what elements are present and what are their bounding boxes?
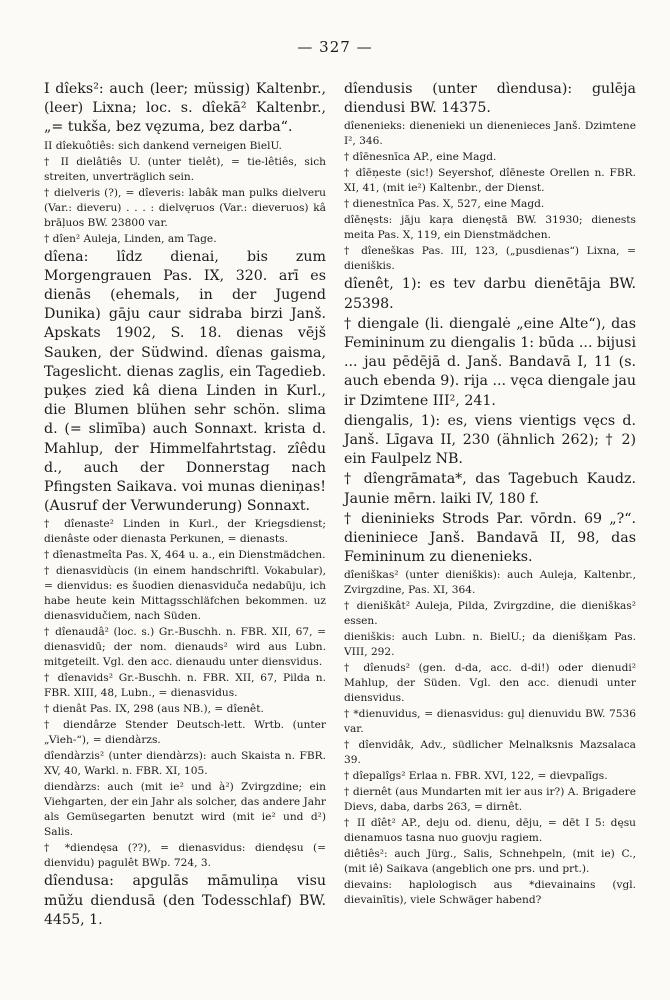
left-column xyxy=(44,80,326,931)
columns xyxy=(44,80,636,931)
dictionary-entry: † dîenavids² Gr.-Buschh. n. FBR. XII, 67, Pilda n. FBR. XIII, 48, Lubn., = dienasvidus. xyxy=(44,672,326,700)
dictionary-entry: † dienât Pas. IX, 298 (aus NB.), = dîenêt. xyxy=(44,703,264,716)
dictionary-entry: dîeniškas² (unter dieniškis): auch Auleja, Kaltenbr., Zvirgzdine, Pas. XI, 364. xyxy=(344,569,636,597)
dictionary-entry: † *diendęsa (??), = dienasvidus: diendęsu (= dienvidu) pagulêt BWp. 724, 3. xyxy=(44,842,326,870)
dictionary-entry: † dîenaudâ² (loc. s.) Gr.-Buschh. n. FBR. XII, 67, = dienasvidū; der nom. dienauds² wird aus Lubn. mitgeteilt. Vgl. den acc. dienaudu unter diensvidus. xyxy=(44,626,326,669)
dictionary-entry: † dîeneškas Pas. III, 123, („pusdienas“) Lixna, = dieniškis. xyxy=(344,245,636,273)
dictionary-entry: † dîepalîgs² Erlaa n. FBR. XVI, 122, = dievpalīgs. xyxy=(344,770,608,783)
dictionary-entry: † dîenaste² Linden in Kurl., der Kriegsdienst; dienâste oder dienasta Perkunen, = dienasts. xyxy=(44,518,326,546)
dictionary-entry: dîenêt, 1): es tev darbu dienētāja BW. 25398. xyxy=(344,276,636,312)
dictionary-entry: † dîengrāmata*, das Tagebuch Kaudz. Jaunie mērn. laiki IV, 180 f. xyxy=(344,471,636,507)
page-number: — 327 — xyxy=(297,38,373,56)
dictionary-entry: dîenenieks: dienenieki un dienenieces Janš. Dzimtene I², 346. xyxy=(344,120,636,148)
dictionary-entry: dîendusa: apgulās māmuliņa visu mūžu diendusā (den Todesschlaf) BW. 4455, 1. xyxy=(44,873,326,928)
dictionary-entry: † dîenuds² (gen. d-da, acc. d-di!) oder dienudi² Mahlup, der Süden. Vgl. den acc. dienudi unter diensvidus. xyxy=(344,662,636,705)
dictionary-entry: † *dienuvidus, = dienasvidus: guļ dienuvidu BW. 7536 var. xyxy=(344,708,636,736)
dictionary-entry: † dîenastmeîta Pas. X, 464 u. a., ein Dienstmädchen. xyxy=(44,549,326,562)
dictionary-entry: diengalis, 1): es, viens vientigs vęcs d. Janš. Līgava II, 230 (ähnlich 262); † 2) ein Faulpelz NB. xyxy=(344,412,636,468)
dictionary-entry: dîena: lîdz dienai, bis zum Morgengrauen Pas. IX, 320. arī es dienās (ehemals, in der Jugend Dunika) gāju caur sidraba birzi Janš. Apskats 1902, S. 18. dienas vējš Sauken, der Südwind. dîenas gaisma, Tageslicht. dienas zaglis, ein Tagedieb. puķes zied kâ diena Linden in Kurl., die Blumen blühen sehr schön. slima d. (= slimība) auch Sonnaxt. krista d. Mahlup, der Himmelfahrtstag. zîêdu d., auch der Donnerstag nach Pfingsten Saikava. voi munas dieniņas! (Ausruf der Verwunderung) Sonnaxt. xyxy=(44,248,326,515)
dictionary-entry: † dîenvidâk, Adv., südlicher Melnalksnis Mazsalaca 39. xyxy=(344,739,636,767)
dictionary-entry: diendàrzs: auch (mit ie² und à²) Zvirgzdine; ein Viehgarten, der ein Jahr als solcher, das andere Jahr als Gemüsegarten benutzt wird (mit ie² und d²) Salis. xyxy=(44,781,326,839)
dictionary-entry: † dienestnīca Pas. X, 527, eine Magd. xyxy=(344,198,545,211)
dictionary-entry: † dieniškât² Auleja, Pilda, Zvirgzdine, die dieniškas² essen. xyxy=(344,600,636,628)
dictionary-entry: dîendusis (unter dìendusa): gulēja diendusi BW. 14375. xyxy=(344,81,636,117)
dictionary-entry: dîēnęsts: jāju kaŗa dienęstā BW. 31930; dienests meita Pas. X, 119, ein Dienstmädchen. xyxy=(344,214,636,242)
dictionary-entry: I dîeks²: auch (leer; müssig) Kaltenbr., (leer) Lixna; loc. s. dîekā² Kaltenbr., „= tukša, bez vęzuma, bez darba“. xyxy=(44,81,326,136)
dictionary-entry: † dielveris (?), = dîeveris: labâk man pulks dielveru (Var.: dieveru) . . . : dielvęruos (Var.: dieveruos) kâ brāļuos BW. 23800 var. xyxy=(44,186,326,229)
dictionary-entry: † dienasvidùcis (in einem handschriftl. Vokabular), = dienvidus: es šuodien dienasviduča nedabūju, ich habe heute kein Mittagsschläfchen bekommen. uz dienasvidučiem, nach Süden. xyxy=(44,565,326,623)
dictionary-entry: † diengale (li. diengalė „eine Alte“), das Femininum zu diengalis 1: būda ... bijusi ... jau pēdējā d. Janš. Bandavā I, 11 (s. auch ebenda 9). rija ... vęca diengale jau ir Dzimtene III², 241. xyxy=(344,315,637,409)
dictionary-entry: dîendàrzis² (unter diendàrzs): auch Skaista n. FBR. XV, 40, Warkl. n. FBR. XI, 105. xyxy=(44,750,326,778)
dictionary-entry: dievains: haplologisch aus *dievainains (vgl. dievainītis), viele Schwäger habend? xyxy=(344,879,636,907)
dictionary-entry: † dieninieks Strods Par. vōrdn. 69 „?“. dieniniece Janš. Bandavā II, 98, das Femininum zu dienenieks. xyxy=(344,510,636,566)
dictionary-entry: † dîen² Auleja, Linden, am Tage. xyxy=(44,232,217,245)
dictionary-entry: diêtiês²: auch Jürg., Salis, Schnehpeln, (mit ie) C., (mit iê) Saikava (angeblich one prs. und prt.). xyxy=(344,848,636,876)
dictionary-entry: † diendârze Stender Deutsch-lett. Wrtb. (unter „Vieh-“), = diendàrzs. xyxy=(44,719,326,747)
dictionary-entry: † II dîêt² AP., deju od. dienu, dēju, = dēt I 5: dęsu dienamuos tasna nuo guovju ragiem. xyxy=(344,817,636,845)
dictionary-entry: † II dielâtiês U. (unter tielêt), = tie-lêtiês, sich streiten, unverträglich sein. xyxy=(44,155,326,183)
dictionary-entry: dieniškis: auch Lubn. n. BielU.; da dienišķam Pas. VIII, 292. xyxy=(344,631,636,659)
dictionary-entry: † dîēņeste (sic!) Seyershof, dîēneste Orellen n. FBR. XI, 41, (mit ie²) Kaltenbr., der Dienst. xyxy=(344,167,636,195)
right-column xyxy=(344,80,636,931)
dictionary-entry: † dîēnesnīca AP., eine Magd. xyxy=(344,151,497,164)
dictionary-entry: II dîekuôtiês: sich dankend verneigen BielU. xyxy=(44,139,282,152)
dictionary-entry: † diernêt (aus Mundarten mit ier aus ir?) A. Brigadere Dievs, daba, darbs 263, = dirnêt. xyxy=(344,786,636,814)
